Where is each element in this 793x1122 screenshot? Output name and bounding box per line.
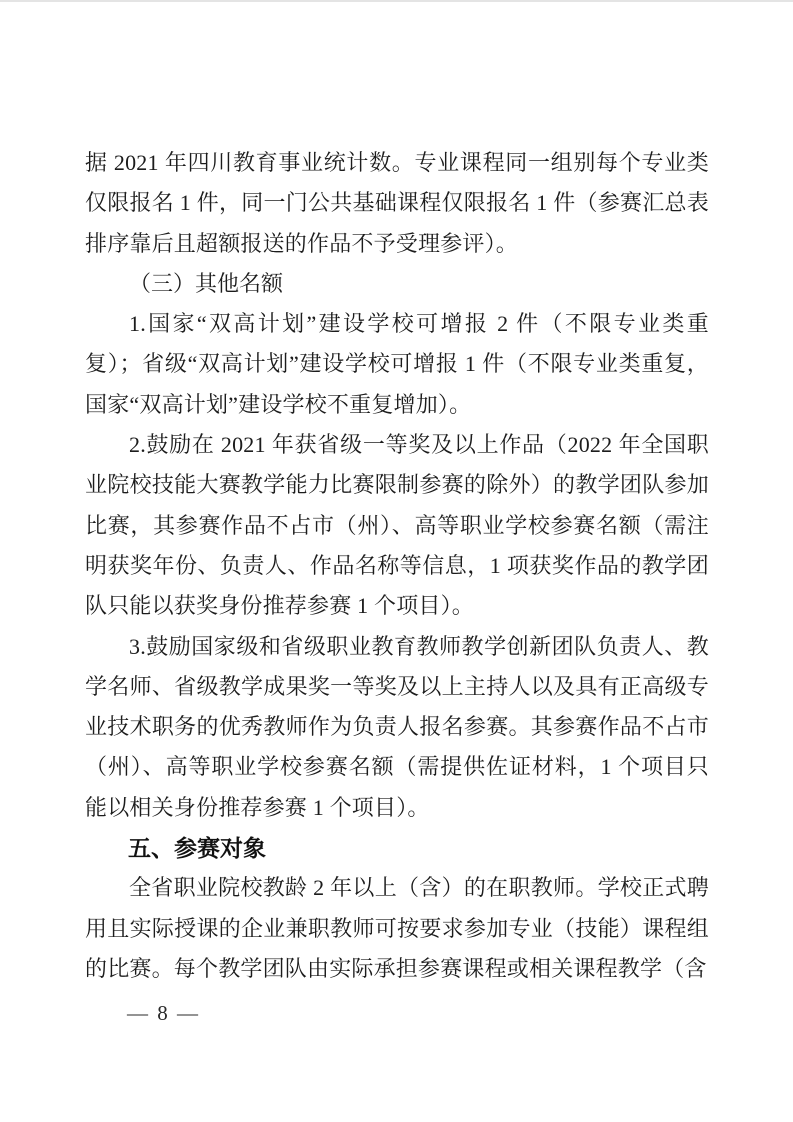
- paragraph-double-high-plan-quota: 1.国家“双高计划”建设学校可增报 2 件（不限专业类重复）；省级“双高计划”建设学校可增报 1 件（不限专业类重复，国家“双高计划”建设学校不重复增加）。: [85, 311, 709, 417]
- section-heading-other-quotas: （三）其他名额: [129, 270, 284, 296]
- paragraph-award-winning-teams: 2.鼓励在 2021 年获省级一等奖及以上作品（2022 年全国职业院校技能大赛教学能力比赛限制参赛的除外）的教学团队参加比赛，其参赛作品不占市（州）、高等职业学校参赛名额（需注明获奖年份、负责人、作品名称等信息，1 项获奖作品的教学团队只能以获奖身份推荐参赛 1 个项目）。: [85, 432, 709, 619]
- section-heading-participants: 五、参赛对象: [128, 835, 266, 862]
- page-number: — 8 —: [127, 1001, 200, 1025]
- document-body: [85, 143, 709, 989]
- paragraph-eligibility: 全省职业院校教龄 2 年以上（含）的在职教师。学校正式聘用且实际授课的企业兼职教师可按要求参加专业（技能）课程组的比赛。每个教学团队由实际承担参赛课程或相关课程教学（含: [85, 875, 709, 981]
- paragraph-quota-rules-continuation: 据 2021 年四川教育事业统计数。专业课程同一组别每个专业类仅限报名 1 件，同一门公共基础课程仅限报名 1 件（参赛汇总表排序靠后且超额报送的作品不予受理参评）。: [85, 150, 709, 256]
- paragraph-innovation-team-leaders: 3.鼓励国家级和省级职业教育教师教学创新团队负责人、教学名师、省级教学成果奖一等奖及以上主持人以及具有正高级专业技术职务的优秀教师作为负责人报名参赛。其参赛作品不占市（州）、高等职业学校参赛名额（需提供佐证材料，1 个项目只能以相关身份推荐参赛 1 个项目）。: [85, 633, 709, 820]
